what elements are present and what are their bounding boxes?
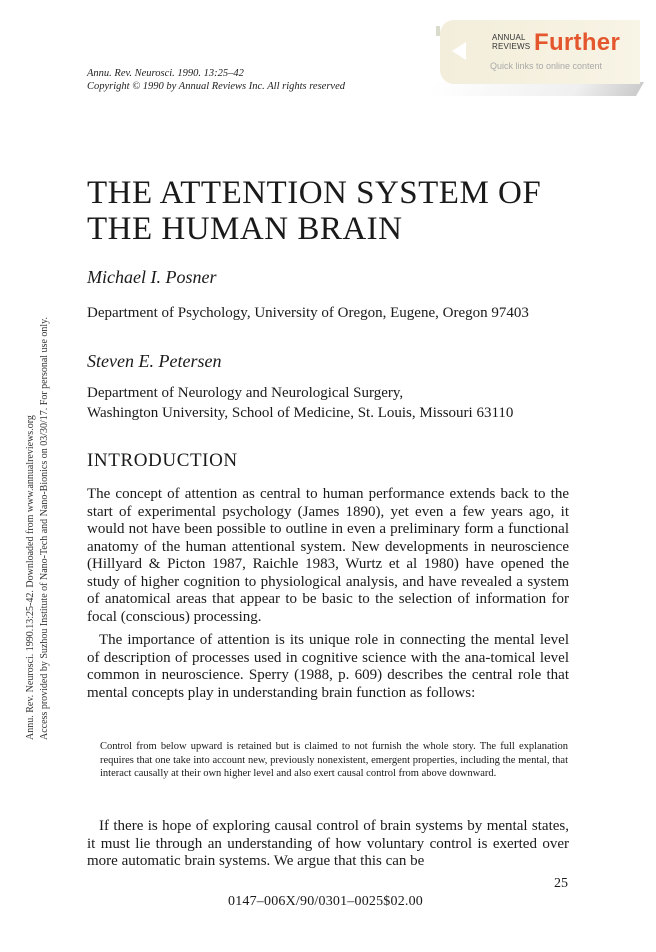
further-title: Further — [534, 29, 621, 56]
logo-reviews: REVIEWS — [492, 42, 531, 51]
author-name: Michael I. Posner — [87, 267, 217, 287]
download-watermark — [24, 200, 52, 740]
watermark-line-2: Access provided by Suzhou Institute of Nano-Tech and Nano-Bionics on 03/30/17. For personal use only. — [39, 316, 50, 740]
author-name: Steven E. Petersen — [87, 351, 222, 371]
logo-annual: ANNUAL — [492, 33, 526, 42]
arrow-left-icon — [452, 42, 466, 60]
further-badge[interactable] — [440, 20, 640, 84]
title-line-2: THE HUMAN BRAIN — [87, 211, 403, 247]
author-affiliation: Department of Neurology and Neurological Surgery, — [87, 385, 404, 401]
title-line-1: THE ATTENTION SYSTEM OF — [87, 175, 542, 211]
section-heading: INTRODUCTION — [87, 450, 238, 471]
watermark-line-1: Annu. Rev. Neurosci. 1990.13:25-42. Downloaded from www.annualreviews.org — [25, 415, 36, 740]
article-title — [87, 175, 541, 247]
further-subtitle[interactable]: Quick links to online content — [490, 61, 603, 71]
annual-reviews-logo — [492, 33, 530, 51]
journal-header — [87, 67, 345, 93]
badge-shadow — [426, 82, 644, 96]
paragraph: The concept of attention as central to human performance extends back to the start of experimental psychology (James 1890), yet even a few years ago, it would not have been possible to outline in even a preliminary form a functional anatomy of the human attentional system. New developments in neuroscience (Hillyard & Picton 1987, Raichle 1983, Wurtz et al 1980) have opened the study of higher cognition to physiological analysis, and have revealed a system of anatomical areas that appear to be basic to the selection of information for focal (conscious) processing. — [87, 486, 569, 625]
paragraph: If there is hope of exploring causal control of brain systems by mental states, it must lie through an understanding of how voluntary control is exerted over more automatic brain systems. We argue that this can be — [87, 818, 569, 869]
page-number: 25 — [554, 876, 568, 891]
author-affiliation: Department of Psychology, University of Oregon, Eugene, Oregon 97403 — [87, 305, 529, 321]
block-quote: Control from below upward is retained but is claimed to not furnish the whole story. The full explanation requires that one take into account new, previously nonexistent, emergent properties, including the mental, that interact causally at their own higher level and also exert causal control from above downward. — [100, 741, 568, 780]
journal-copyright: Copyright © 1990 by Annual Reviews Inc. All rights reserved — [87, 81, 345, 92]
paragraph: The importance of attention is its unique role in connecting the mental level of description of processes used in cognitive science with the ana-tomical level common in neuroscience. Sperry (1988, p. 609) describes the central role that mental concepts play in understanding brain function as follows: — [87, 632, 569, 701]
journal-citation: Annu. Rev. Neurosci. 1990. 13:25–42 — [87, 68, 244, 79]
document-code: 0147–006X/90/0301–0025$02.00 — [228, 894, 423, 909]
author-affiliation: Washington University, School of Medicine, St. Louis, Missouri 63110 — [87, 405, 514, 421]
